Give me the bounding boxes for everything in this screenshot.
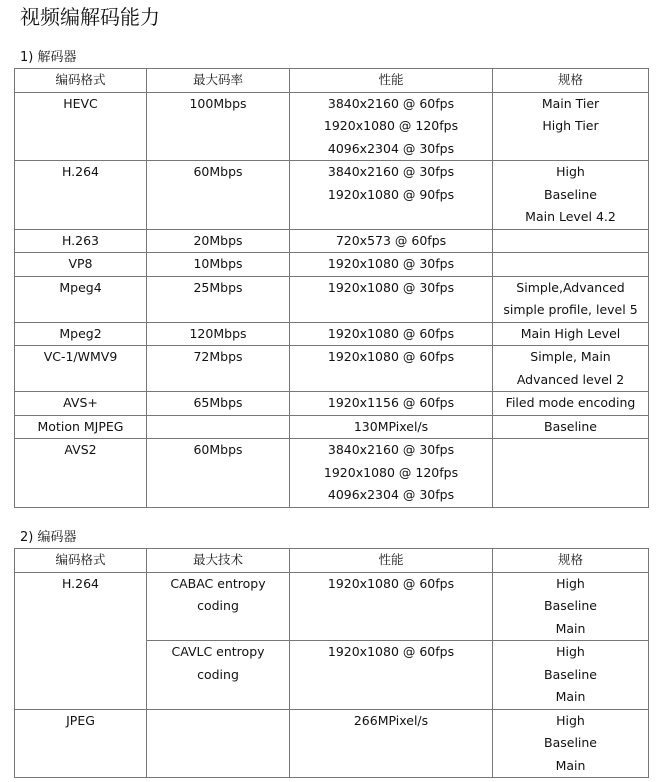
encoder-heading: 2) 编码器 xyxy=(20,530,77,545)
bitrate-text: 60Mbps xyxy=(193,164,243,179)
table-row xyxy=(15,415,649,439)
format-cell xyxy=(15,161,147,230)
spec-line: Baseline xyxy=(544,735,597,750)
header-format: 编码格式 xyxy=(15,549,147,573)
table-row xyxy=(15,276,649,322)
format-text: AVS2 xyxy=(64,442,97,457)
header-technology: 最大技术 xyxy=(147,549,290,573)
format-cell xyxy=(15,392,147,416)
decoder-body xyxy=(15,92,649,507)
table-row xyxy=(15,92,649,161)
spec-line: High Tier xyxy=(542,118,599,133)
format-cell xyxy=(15,346,147,392)
spec-line: Main xyxy=(555,620,586,636)
spec-line: Baseline xyxy=(544,666,597,682)
bitrate-cell xyxy=(147,439,290,508)
format-cell xyxy=(15,229,147,253)
bitrate-text: 60Mbps xyxy=(193,442,243,457)
spec-line: Main xyxy=(555,757,586,773)
performance-line: 266MPixel/s xyxy=(353,712,429,728)
technology-line: coding xyxy=(197,666,239,682)
spec-cell xyxy=(493,92,649,161)
spec-cell xyxy=(493,392,649,416)
bitrate-text: 10Mbps xyxy=(193,256,243,271)
performance-cell xyxy=(290,346,493,392)
encoder-table xyxy=(14,548,649,778)
table-row xyxy=(15,229,649,253)
header-performance: 性能 xyxy=(290,69,493,93)
table-row xyxy=(15,322,649,346)
performance-cell xyxy=(290,392,493,416)
spec-line: Simple,Advanced xyxy=(516,279,625,295)
bitrate-text: 72Mbps xyxy=(193,349,243,364)
format-cell xyxy=(15,439,147,508)
encoder-body xyxy=(15,572,649,778)
performance-line: 1920x1080 @ 120fps xyxy=(323,464,459,480)
format-cell xyxy=(15,572,147,709)
bitrate-text: 65Mbps xyxy=(193,395,243,410)
spec-line: High xyxy=(556,164,585,179)
spec-cell xyxy=(493,415,649,439)
performance-cell xyxy=(290,641,493,710)
format-cell xyxy=(15,253,147,277)
bitrate-cell xyxy=(147,161,290,230)
spec-line: High xyxy=(556,644,585,659)
performance-line: 1920x1080 @ 60fps xyxy=(327,325,455,341)
table-row xyxy=(15,572,649,641)
format-text: JPEG xyxy=(66,712,95,728)
header-spec: 规格 xyxy=(493,549,649,573)
table-row xyxy=(15,253,649,277)
table-row xyxy=(15,709,649,778)
header-bitrate: 最大码率 xyxy=(147,69,290,93)
spec-line: High xyxy=(556,712,585,728)
performance-line: 1920x1080 @ 90fps xyxy=(327,186,455,202)
performance-line: 1920x1080 @ 30fps xyxy=(327,279,455,295)
format-text: Mpeg4 xyxy=(59,279,102,295)
bitrate-text: 100Mbps xyxy=(189,95,247,111)
spec-cell xyxy=(493,346,649,392)
format-text: VP8 xyxy=(68,256,93,271)
format-text: VC-1/WMV9 xyxy=(43,349,118,364)
format-text: H.264 xyxy=(61,164,99,179)
decoder-table xyxy=(14,68,649,508)
format-text: H.264 xyxy=(61,575,99,591)
technology-line: coding xyxy=(197,598,239,613)
performance-line: 1920x1080 @ 60fps xyxy=(327,644,455,659)
table-row xyxy=(15,439,649,508)
performance-cell xyxy=(290,229,493,253)
performance-line: 720x573 @ 60fps xyxy=(335,232,447,248)
bitrate-cell xyxy=(147,253,290,277)
performance-cell xyxy=(290,161,493,230)
technology-line: CAVLC entropy xyxy=(171,644,265,659)
bitrate-text: 20Mbps xyxy=(193,232,243,248)
spec-line: Baseline xyxy=(544,186,597,202)
format-text: Motion MJPEG xyxy=(37,418,124,434)
spec-line: Main Tier xyxy=(541,95,600,111)
header-performance: 性能 xyxy=(290,549,493,573)
format-text: AVS+ xyxy=(63,395,98,410)
performance-cell xyxy=(290,439,493,508)
performance-line: 1920x1080 @ 30fps xyxy=(327,256,455,271)
spec-line: Main High Level xyxy=(520,325,621,341)
spec-line: Main xyxy=(555,689,586,704)
bitrate-cell xyxy=(147,346,290,392)
performance-cell xyxy=(290,415,493,439)
spec-line: Simple, Main xyxy=(530,349,611,364)
spec-cell xyxy=(493,641,649,710)
bitrate-cell xyxy=(147,229,290,253)
performance-cell xyxy=(290,92,493,161)
table-row xyxy=(15,346,649,392)
spec-cell xyxy=(493,276,649,322)
technology-line: CABAC entropy xyxy=(170,575,266,591)
performance-cell xyxy=(290,322,493,346)
performance-line: 130MPixel/s xyxy=(353,418,429,434)
spec-line: Advanced level 2 xyxy=(516,371,625,387)
performance-line: 3840x2160 @ 60fps xyxy=(327,95,455,111)
format-cell xyxy=(15,709,147,778)
bitrate-cell xyxy=(147,392,290,416)
table-row xyxy=(15,392,649,416)
spec-line: Baseline xyxy=(544,598,597,613)
performance-cell xyxy=(290,276,493,322)
header-format: 编码格式 xyxy=(15,69,147,93)
spec-line: simple profile, level 5 xyxy=(503,302,638,317)
performance-cell xyxy=(290,253,493,277)
header-spec: 规格 xyxy=(493,69,649,93)
spec-line: High xyxy=(556,575,585,591)
format-cell xyxy=(15,276,147,322)
spec-cell xyxy=(493,229,649,253)
bitrate-text: 25Mbps xyxy=(193,279,243,295)
spec-cell xyxy=(493,572,649,641)
format-text: Mpeg2 xyxy=(59,325,102,341)
performance-line: 1920x1156 @ 60fps xyxy=(327,395,455,410)
spec-cell xyxy=(493,161,649,230)
spec-line: Baseline xyxy=(544,418,597,434)
spec-cell xyxy=(493,709,649,778)
performance-line: 4096x2304 @ 30fps xyxy=(327,140,455,156)
spec-line: Main Level 4.2 xyxy=(525,209,616,224)
format-cell xyxy=(15,415,147,439)
page-title: 视频编解码能力 xyxy=(20,5,160,29)
format-cell xyxy=(15,322,147,346)
decoder-heading: 1) 解码器 xyxy=(20,50,77,65)
bitrate-cell xyxy=(147,322,290,346)
spec-cell xyxy=(493,253,649,277)
performance-cell xyxy=(290,572,493,641)
format-cell xyxy=(15,92,147,161)
bitrate-text: 120Mbps xyxy=(189,325,247,341)
spec-line: Filed mode encoding xyxy=(505,395,636,410)
spec-cell xyxy=(493,322,649,346)
performance-line: 1920x1080 @ 120fps xyxy=(323,118,459,133)
technology-cell xyxy=(147,641,290,710)
performance-line: 1920x1080 @ 60fps xyxy=(327,575,455,591)
format-text: HEVC xyxy=(63,95,98,111)
bitrate-cell xyxy=(147,415,290,439)
performance-line: 1920x1080 @ 60fps xyxy=(327,349,455,364)
technology-cell xyxy=(147,572,290,641)
encoder-header-row xyxy=(15,549,649,573)
performance-cell xyxy=(290,709,493,778)
performance-line: 4096x2304 @ 30fps xyxy=(327,487,455,502)
format-text: H.263 xyxy=(61,232,99,248)
performance-line: 3840x2160 @ 30fps xyxy=(327,164,455,179)
table-row xyxy=(15,161,649,230)
bitrate-cell xyxy=(147,276,290,322)
performance-line: 3840x2160 @ 30fps xyxy=(327,442,455,457)
technology-cell xyxy=(147,709,290,778)
decoder-header-row xyxy=(15,69,649,93)
spec-cell xyxy=(493,439,649,508)
bitrate-cell xyxy=(147,92,290,161)
